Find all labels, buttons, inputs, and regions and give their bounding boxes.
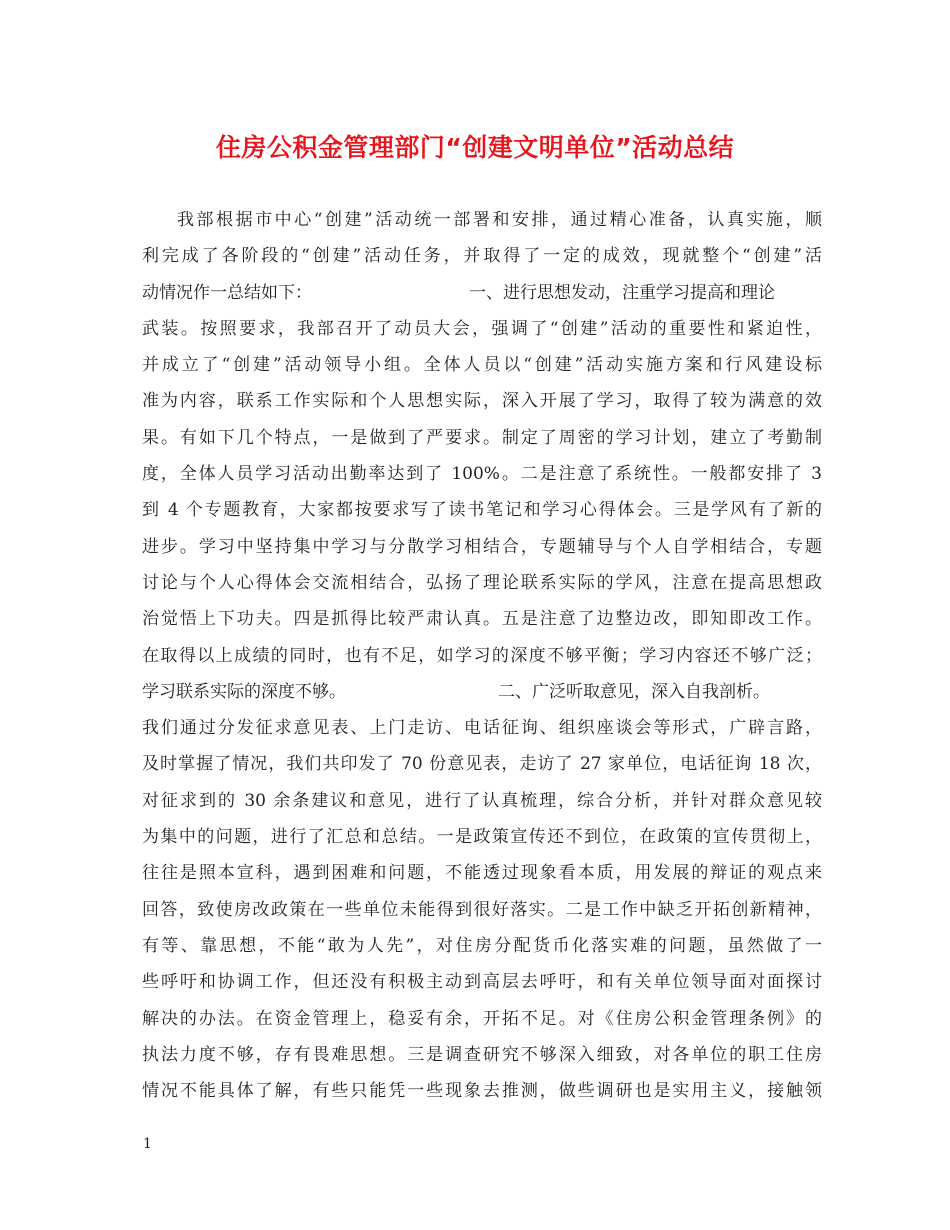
paragraph-line: 有等、靠思想，不能“敢为人先”，对住房分配货币化落实难的问题，虽然做了一	[142, 935, 822, 956]
paragraph-line: 治觉悟上下功夫。四是抓得比较严肃认真。五是注意了边整边改，即知即改工作。	[142, 609, 822, 630]
paragraph-line: 往往是照本宣科，遇到困难和问题，不能透过现象看本质，用发展的辩证的观点来	[142, 863, 822, 884]
paragraph-line: 情况不能具体了解，有些只能凭一些现象去推测，做些调研也是实用主义，接触领	[142, 1081, 822, 1102]
paragraph-line: 我部根据市中心“创建”活动统一部署和安排，通过精心准备，认真实施，顺	[177, 210, 822, 230]
paragraph-line: 并成立了“创建”活动领导小组。全体人员以“创建”活动实施方案和行风建设标	[142, 355, 822, 376]
paragraph-line: 果。有如下几个特点，一是做到了严要求。制定了周密的学习计划，建立了考勤制	[142, 427, 822, 448]
paragraph-line: 度，全体人员学习活动出勤率达到了 100%。二是注意了系统性。一般都安排了 3	[142, 464, 822, 485]
paragraph-line: 些呼吁和协调工作，但还没有积极主动到高层去呼吁，和有关单位领导面对面探讨	[142, 972, 822, 993]
section-heading-2: 二、广泛听取意见，深入自我剖析。	[498, 681, 770, 702]
paragraph-line: 利完成了各阶段的“创建”活动任务，并取得了一定的成效，现就整个“创建”活	[142, 246, 822, 267]
paragraph-line: 对征求到的 30 余条建议和意见，进行了认真梳理，综合分析，并针对群众意见较	[142, 790, 822, 811]
paragraph-line: 为集中的问题，进行了汇总和总结。一是政策宣传还不到位，在政策的宣传贯彻上，	[142, 827, 822, 848]
paragraph-line-with-heading	[142, 275, 822, 311]
paragraph-line: 准为内容，联系工作实际和个人思想实际，深入开展了学习，取得了较为满意的效	[142, 391, 822, 412]
page-number: 1	[143, 1136, 152, 1152]
paragraph-line: 在取得以上成绩的同时，也有不足，如学习的深度不够平衡；学习内容还不够广泛；	[142, 645, 822, 666]
paragraph-line: 回答，致使房改政策在一些单位未能得到很好落实。二是工作中缺乏开拓创新精神，	[142, 899, 822, 920]
document-title: 住房公积金管理部门“创建文明单位”活动总结	[215, 133, 735, 162]
paragraph-line: 我们通过分发征求意见表、上门走访、电话征询、组织座谈会等形式，广辟言路，	[142, 718, 822, 739]
paragraph-line: 及时掌握了情况，我们共印发了 70 份意见表，走访了 27 家单位，电话征询 18 次，	[142, 754, 822, 775]
paragraph-line: 进步。学习中坚持集中学习与分散学习相结合，专题辅导与个人自学相结合，专题	[142, 536, 822, 557]
paragraph-line-with-heading	[142, 674, 822, 710]
paragraph-line: 解决的办法。在资金管理上，稳妥有余，开拓不足。对《住房公积金管理条例》的	[142, 1008, 822, 1029]
paragraph-line-text: 动情况作一总结如下：	[142, 282, 312, 303]
section-heading-1: 一、进行思想发动，注重学习提高和理论	[469, 282, 775, 303]
paragraph-line: 到 4 个专题教育，大家都按要求写了读书笔记和学习心得体会。三是学风有了新的	[142, 500, 822, 521]
paragraph-line: 武装。按照要求，我部召开了动员大会，强调了“创建”活动的重要性和紧迫性，	[142, 318, 822, 339]
paragraph-line: 执法力度不够，存有畏难思想。三是调查研究不够深入细致，对各单位的职工住房	[142, 1044, 822, 1065]
paragraph-line-text: 学习联系实际的深度不够。	[142, 681, 346, 702]
document-body	[142, 202, 822, 1109]
paragraph-line: 讨论与个人心得体会交流相结合，弘扬了理论联系实际的学风，注意在提高思想政	[142, 572, 822, 593]
